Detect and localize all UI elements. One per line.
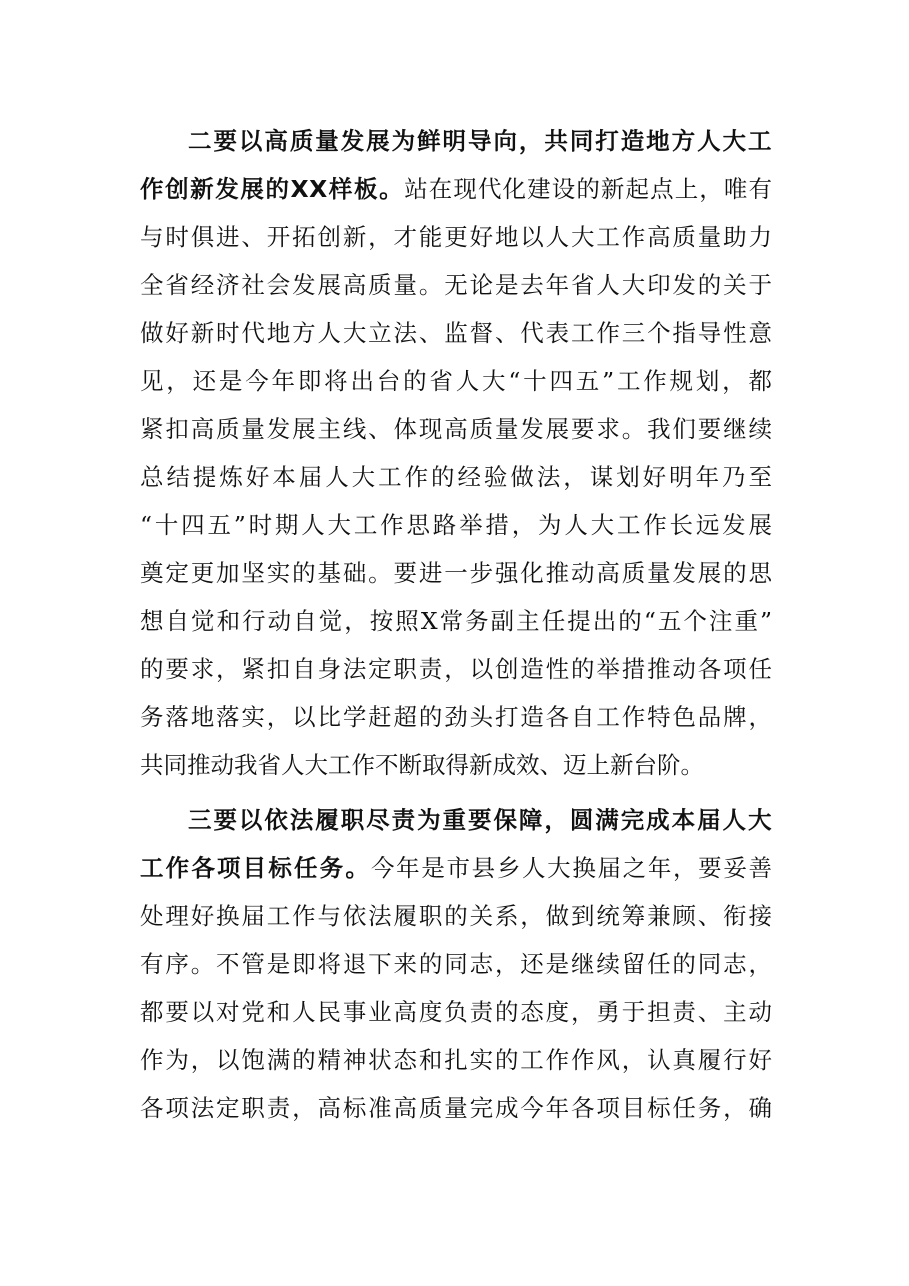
paragraph-line xyxy=(140,364,772,398)
paragraph-line xyxy=(140,556,772,590)
paragraph-text: 各项法定职责，高标准高质量完成今年各项目标任务，确 xyxy=(140,1094,772,1122)
paragraph-line xyxy=(140,172,772,206)
paragraph-line xyxy=(140,947,772,981)
paragraph-line xyxy=(140,316,772,350)
paragraph-text: 务落地落实，以比学赶超的劲头打造各自工作特色品牌， xyxy=(140,703,772,731)
paragraph-text: 都要以对党和人民事业高度负责的态度，勇于担责、主动 xyxy=(140,998,772,1026)
paragraph-text: 奠定更加坚实的基础。要进一步强化推动高质量发展的思 xyxy=(140,559,772,587)
paragraph-line xyxy=(140,268,772,302)
paragraph-text: 全省经济社会发展高质量。无论是去年省人大印发的关于 xyxy=(140,271,772,299)
paragraph-text: 今年是市县乡人大换届之年，要妥善 xyxy=(371,854,772,882)
paragraph-text: 的要求，紧扣自身法定职责，以创造性的举措推动各项任 xyxy=(140,655,772,683)
paragraph-line xyxy=(140,412,772,446)
paragraph-line xyxy=(140,220,772,254)
paragraph-text: 想自觉和行动自觉，按照X常务副主任提出的“五个注重” xyxy=(140,607,772,635)
paragraph-heading: 工作各项目标任务。 xyxy=(140,854,371,882)
paragraph-text: “十四五”时期人大工作思路举措，为人大工作长远发展 xyxy=(140,511,772,539)
paragraph-heading: 二要以高质量发展为鲜明导向，共同打造地方人大工 xyxy=(188,127,772,155)
paragraph-text: 紧扣高质量发展主线、体现高质量发展要求。我们要继续 xyxy=(140,415,772,443)
paragraph-heading: 三要以依法履职尽责为重要保障，圆满完成本届人大 xyxy=(188,806,772,834)
paragraph-line xyxy=(140,851,772,885)
paragraph-line xyxy=(188,124,772,158)
paragraph-text: 共同推动我省人大工作不断取得新成效、迈上新台阶。 xyxy=(140,751,704,779)
paragraph-line xyxy=(140,748,772,782)
paragraph-text: 见，还是今年即将出台的省人大“十四五”工作规划，都 xyxy=(140,367,772,395)
paragraph-line xyxy=(140,1091,772,1125)
paragraph-line xyxy=(140,899,772,933)
paragraph-text: 作为，以饱满的精神状态和扎实的工作作风，认真履行好 xyxy=(140,1046,772,1074)
paragraph-line xyxy=(140,508,772,542)
paragraph-line xyxy=(140,995,772,1029)
paragraph-text: 站在现代化建设的新起点上，唯有 xyxy=(404,175,772,203)
paragraph-line xyxy=(140,460,772,494)
paragraph-line xyxy=(140,652,772,686)
paragraph-line xyxy=(140,1043,772,1077)
paragraph-line xyxy=(140,700,772,734)
paragraph-text: 有序。不管是即将退下来的同志，还是继续留任的同志， xyxy=(140,950,772,978)
paragraph-text: 总结提炼好本届人大工作的经验做法，谋划好明年乃至 xyxy=(140,463,772,491)
paragraph-line xyxy=(140,604,772,638)
paragraph-heading: 作创新发展的XX样板。 xyxy=(140,175,405,203)
paragraph-text: 处理好换届工作与依法履职的关系，做到统筹兼顾、衔接 xyxy=(140,902,772,930)
paragraph-text: 与时俱进、开拓创新，才能更好地以人大工作高质量助力 xyxy=(140,223,772,251)
paragraph-text: 做好新时代地方人大立法、监督、代表工作三个指导性意 xyxy=(140,319,772,347)
paragraph-line xyxy=(188,803,772,837)
